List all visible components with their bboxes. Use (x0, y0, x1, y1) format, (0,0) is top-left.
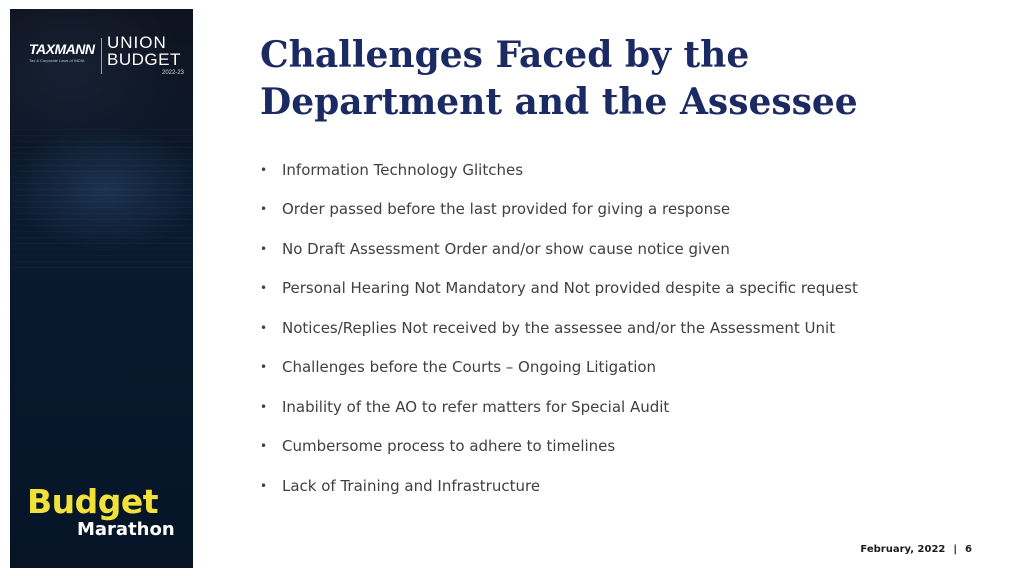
bullet-text: Notices/Replies Not received by the assessee and/or the Assessment Unit (282, 318, 836, 337)
footer-separator: | (953, 544, 958, 555)
bullet-text: Personal Hearing Not Mandatory and Not provided despite a specific request (282, 279, 858, 298)
bullet-text: Inability of the AO to refer matters for Special Audit (282, 397, 670, 416)
bullet-text: Lack of Training and Infrastructure (282, 476, 541, 495)
bullet-item (260, 387, 858, 427)
bullet-text: Challenges before the Courts – Ongoing Litigation (282, 358, 657, 377)
budget-marathon-logo (27, 484, 175, 540)
bullet-icon: • (260, 478, 268, 493)
bullet-icon: • (260, 162, 268, 177)
marathon-logo-budget: Budget (27, 482, 159, 521)
bullet-item (260, 150, 858, 190)
bullet-text: Information Technology Glitches (282, 160, 524, 179)
union-budget-word-budget: BUDGET (107, 50, 181, 69)
bullet-list (260, 150, 858, 506)
slide-title: Challenges Faced by the Department and the Assessee (260, 34, 858, 123)
bullet-text: No Draft Assessment Order and/or show cause notice given (282, 239, 730, 258)
taxmann-tagline: Tax & Corporate Laws of INDIA (29, 58, 85, 63)
bullet-item (260, 229, 858, 269)
taxmann-logo: TAXMANN (29, 41, 95, 57)
bullet-item (260, 308, 858, 348)
brand-divider (101, 38, 102, 74)
bullet-item (260, 269, 858, 309)
bullet-icon: • (260, 399, 268, 414)
page-number: 6 (965, 544, 972, 555)
bullet-icon: • (260, 360, 268, 375)
bullet-icon: • (260, 241, 268, 256)
bullet-item (260, 348, 858, 388)
bullet-text: Order passed before the last provided for giving a response (282, 200, 731, 219)
brand-logo (29, 34, 189, 84)
bullet-icon: • (260, 202, 268, 217)
bullet-icon: • (260, 281, 268, 296)
bullet-item (260, 466, 858, 506)
bullet-item (260, 427, 858, 467)
bullet-icon: • (260, 320, 268, 335)
side-panel (10, 9, 193, 568)
bullet-item (260, 190, 858, 230)
footer-date: February, 2022 (860, 544, 946, 555)
slide-footer (860, 544, 972, 555)
bullet-icon: • (260, 439, 268, 454)
union-budget-year: 2022-23 (162, 70, 185, 76)
union-budget-word-union: UNION (107, 33, 167, 52)
bullet-text: Cumbersome process to adhere to timelines (282, 437, 616, 456)
marathon-logo-marathon: Marathon (77, 519, 175, 540)
